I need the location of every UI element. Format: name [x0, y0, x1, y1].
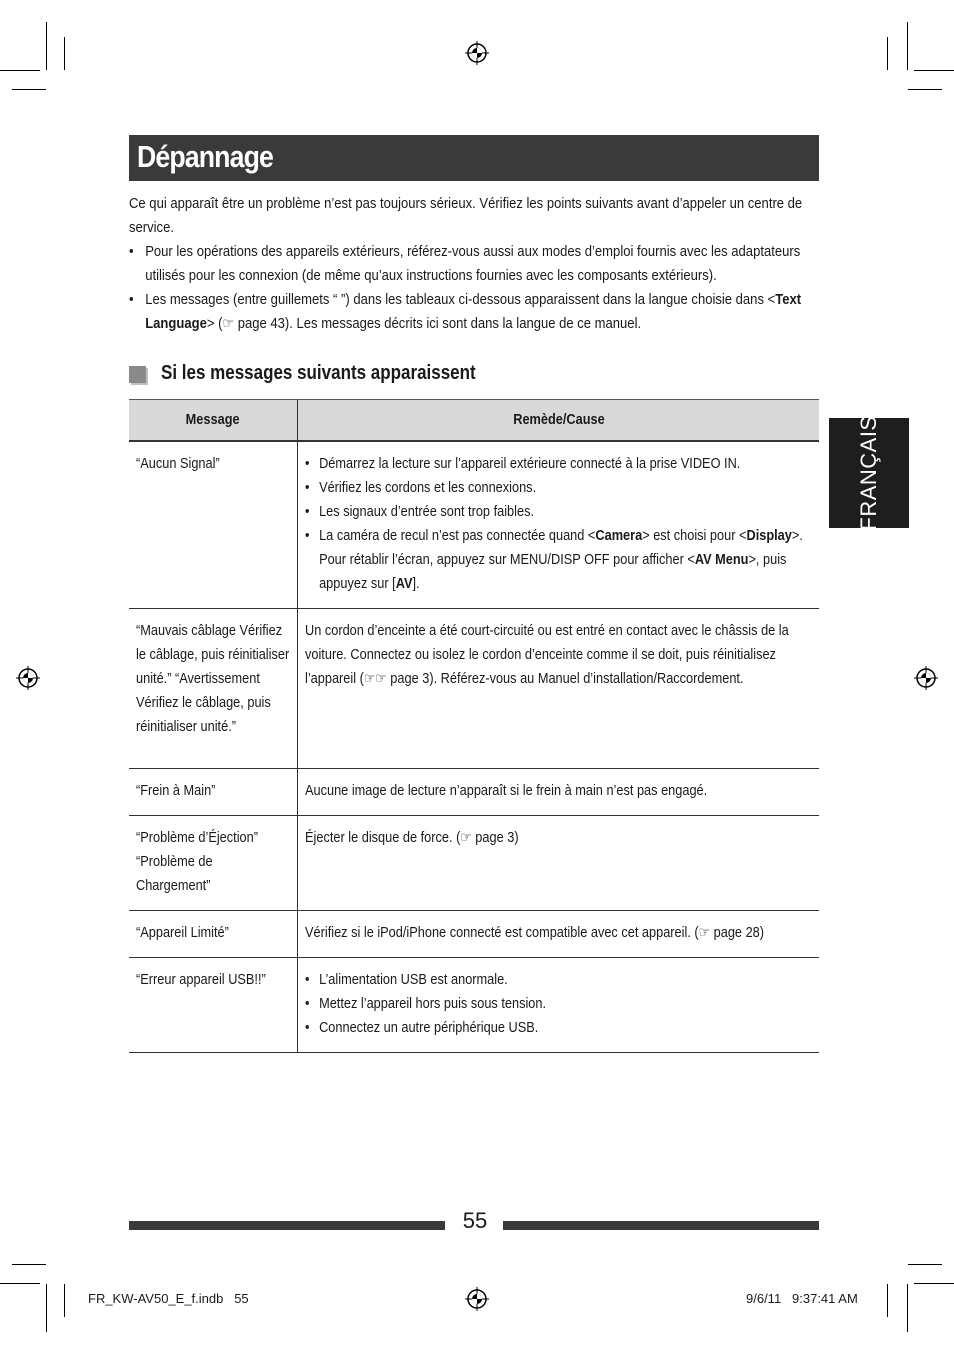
crop-mark: [0, 1283, 40, 1284]
page-number: 55: [462, 1208, 488, 1233]
message-text: “Frein à Main”: [136, 783, 216, 799]
table-row: [129, 769, 819, 816]
av-menu-label: AV Menu: [694, 552, 749, 568]
crop-mark: [908, 1264, 942, 1265]
table-row: [129, 816, 819, 911]
footer-bar-left: [129, 1221, 445, 1230]
crop-mark: [907, 1284, 908, 1332]
message-cell: [129, 609, 298, 769]
column-header-message: [129, 400, 298, 442]
message-text: “Mauvais câblage Vérifiez le câblage, puis réinitialiser unité.” “Avertissement Vérifiez le câblage, puis réinitialiser unité.”: [136, 623, 290, 735]
title-bar: [129, 135, 819, 181]
remedy-bullet: • Mettez l’appareil hors puis sous tension.: [305, 992, 810, 1016]
bullet-text: Les messages (entre guillemets “ ”) dans les tableaux ci-dessous apparaissent dans la langue choisie dans <: [145, 292, 776, 308]
print-slug-file: FR_KW-AV50_E_f.indb 55: [88, 1291, 249, 1306]
crop-mark: [12, 1264, 46, 1265]
crop-mark: [0, 70, 40, 71]
intro: [129, 192, 819, 336]
remedy-bullet: • Connectez un autre périphérique USB.: [305, 1016, 810, 1040]
message-text: “Problème de Chargement”: [136, 854, 213, 894]
language-tab-label: FRANÇAIS: [856, 415, 881, 531]
table-row: [129, 911, 819, 958]
message-cell: [129, 441, 298, 609]
square-bullet-icon: [129, 366, 146, 383]
crop-mark: [64, 1284, 65, 1317]
remedy-bullet: • Les signaux d’entrée sont trop faibles.: [305, 500, 810, 524]
remedy-bullet: • Démarrez la lecture sur l’appareil extérieure connecté à la prise VIDEO IN.: [305, 452, 810, 476]
remedy-list: [305, 968, 810, 1040]
message-text: “Problème d’Éjection”: [136, 830, 258, 846]
intro-bullet: [129, 288, 819, 336]
crop-mark: [887, 1284, 888, 1317]
message-cell: [129, 958, 298, 1053]
crop-mark: [914, 1283, 954, 1284]
table-row: [129, 609, 819, 769]
table-row: [129, 441, 819, 609]
remedy-cell: [298, 816, 820, 911]
registration-mark-icon: [465, 41, 489, 65]
bullet-text: ].: [412, 576, 420, 592]
bullet-text: La caméra de recul n’est pas connectée quand <: [319, 528, 596, 544]
remedy-cell: [298, 441, 820, 609]
print-slug-date: 9/6/11 9:37:41 AM: [746, 1291, 858, 1306]
crop-mark: [908, 89, 942, 90]
section-title: Si les messages suivants apparaissent: [161, 362, 476, 384]
crop-mark: [46, 22, 47, 70]
table-row: [129, 958, 819, 1053]
messages-table: [129, 399, 819, 1053]
message-cell: [129, 911, 298, 958]
bullet-text: >. Pour rétablir l’écran, appuyez sur MENU/DISP OFF pour afficher <: [319, 528, 803, 568]
column-header-label: Message: [186, 412, 240, 428]
language-tab: [829, 415, 909, 531]
camera-label: Camera: [595, 528, 643, 544]
column-header-label: Remède/Cause: [512, 412, 605, 428]
bullet-text: > est choisi pour <: [642, 528, 747, 544]
bullet-text: > (☞ page 43). Les messages décrits ici sont dans la langue de ce manuel.: [206, 316, 642, 332]
column-header-remedy: [298, 400, 820, 442]
remedy-bullet: [305, 524, 810, 596]
display-label: Display: [746, 528, 792, 544]
remedy-text: Aucune image de lecture n’apparaît si le frein à main n’est pas engagé.: [305, 783, 708, 799]
message-text: “Aucun Signal”: [136, 456, 220, 472]
crop-mark: [64, 37, 65, 70]
crop-mark: [46, 1284, 47, 1332]
remedy-list: [305, 452, 810, 596]
remedy-cell: [298, 911, 820, 958]
remedy-cell: [298, 958, 820, 1053]
remedy-text: Éjecter le disque de force. (☞ page 3): [305, 830, 519, 846]
text-language-label: Text Language: [145, 292, 802, 332]
intro-text: Ce qui apparaît être un problème n’est pas toujours sérieux. Vérifiez les points suivants avant d’appeler un centre de service.: [129, 196, 803, 236]
remedy-text: Un cordon d’enceinte a été court-circuité ou est entré en contact avec le châssis de la voiture. Connectez ou isolez le cordon d’enceinte comme il se doit, puis réinitialisez l’appareil (☞☞ page 3). Référez-vous au Manuel d’installation/Raccordement.: [305, 623, 789, 687]
intro-bullet: • Pour les opérations des appareils extérieurs, référez-vous aussi aux modes d’emploi fournis avec les adaptateurs utilisés pour les connexion (de même qu’aux instructions fournies avec les composants extérieurs).: [129, 240, 819, 288]
remedy-bullet: • Vérifiez les cordons et les connexions.: [305, 476, 810, 500]
bullet-text: >, puis appuyez sur [: [319, 552, 787, 592]
table-header-row: [129, 400, 819, 442]
remedy-cell: [298, 609, 820, 769]
message-text: “Appareil Limité”: [136, 925, 229, 941]
remedy-cell: [298, 769, 820, 816]
message-cell: [129, 816, 298, 911]
registration-mark-icon: [16, 666, 40, 690]
message-text: “Erreur appareil USB!!”: [136, 972, 266, 988]
intro-list: [129, 240, 819, 336]
crop-mark: [914, 70, 954, 71]
registration-mark-icon: [465, 1287, 489, 1311]
crop-mark: [12, 89, 46, 90]
footer-bar-right: [503, 1221, 819, 1230]
remedy-bullet: • L’alimentation USB est anormale.: [305, 968, 810, 992]
av-button-label: AV: [395, 576, 413, 592]
message-cell: [129, 769, 298, 816]
remedy-text: Vérifiez si le iPod/iPhone connecté est compatible avec cet appareil. (☞ page 28): [305, 925, 765, 941]
crop-mark: [887, 37, 888, 70]
page-title: Dépannage: [137, 139, 273, 174]
registration-mark-icon: [914, 666, 938, 690]
crop-mark: [907, 22, 908, 70]
